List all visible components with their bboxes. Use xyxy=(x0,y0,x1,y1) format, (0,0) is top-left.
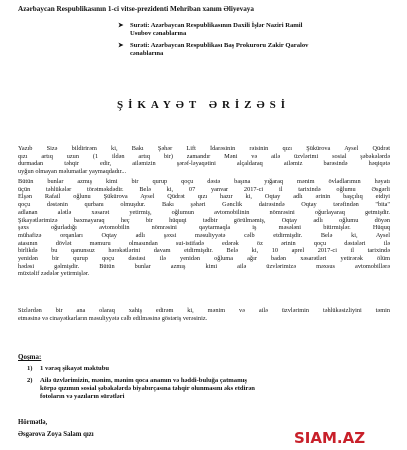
attachment-number: 2) xyxy=(27,377,33,384)
addressee-line: Azərbaycan Respublikasının 1-ci vitse-prezidenti Mehriban xanım Əliyevaya xyxy=(18,5,254,13)
copy-line: Usubov cənablarına xyxy=(130,30,187,38)
text-line: Şikayətlərimizə baxmayaraq heç bir hüquqi tədbir görülməmiş, Oqtay adlı oğlumu döyən xyxy=(18,216,390,224)
text-line: yenidən bir qurup qoçu dəstəsi ilə yenidən oğluma ağır badən xəsarətləri yetirərək ölüm xyxy=(18,255,390,263)
text-line: mühafizə orqanları Oqtay adlı şəxsi məsuliyyətə cəlb etdirmişdir. Belə ki, Aysel xyxy=(18,231,390,239)
text-line: Bütün bunlar azmış kimi bir qurup qoçu dəstə başına yığaraq mənim övladlarımın həyatı xyxy=(18,178,390,185)
attachment-line: Ailə üzvlərimizin, mənim, mənim qoca anamın və həddi-buluğa çatmamış xyxy=(40,377,247,384)
text-line: qoçu dəstənin qurbanı olmuşdur. Bakı şəhəri Gənclik dairəsində Oqtay tərəfindən "bita" xyxy=(18,201,390,209)
text-line: atasının dövlət məmuru olmasından sui-istifadə edərək öz ərinin qoçu dəstələri ilə xyxy=(18,239,390,247)
attachments-title: Qoşma: xyxy=(18,353,42,361)
attachment-number: 1) xyxy=(27,365,33,372)
text-line: üçün təhlükələr törətməkdədir. Belə ki, 07 yanvar 2017-ci il tarixində oğlumu Əsgərli xyxy=(18,185,390,193)
text-line: müxtəlif zədələr yetirmişlər. xyxy=(18,270,90,278)
text-line: Yazıb Sizə bildirirəm ki, Bakı Şəhər Lift İdarəsinin rəisinin qızı Şükürova Aysel Qüdrət xyxy=(18,145,390,152)
paragraph-1 xyxy=(18,145,390,176)
copy-line: Surəti: Azərbaycan Respublikasının Daxili İşlər Naziri Ramil xyxy=(130,22,303,29)
text-line: Sizlərdən bir ana olaraq xahiş edirəm ki, mənim və ailə üzvlərimin təhlükəsizliyini təmin xyxy=(18,307,390,314)
copy-line: Surəti: Azərbaycan Respublikası Baş Prokuroru Zakir Qaralov xyxy=(130,42,309,49)
attachment-line: 1 vərəq şikayət məktubu xyxy=(40,365,110,372)
copy-recipient-2 xyxy=(118,42,390,59)
text-line: durmadan təhqir edir, ailəmizin şərəf-ləyaqətini alçaldaraq ailəmiz barəsində həqiqətə xyxy=(18,160,390,168)
paragraph-2 xyxy=(18,178,390,278)
attachment-line: fotoların və yazıların sürətləri xyxy=(40,393,125,401)
copy-recipient-1 xyxy=(118,22,390,39)
text-line: şəxs oğurladığı avtomobilin nömrəsini qaytarmaqla iş məsələni bitirmişlər. Hüquq xyxy=(18,224,390,232)
text-line: uyğun olmayan məlumatlar yaymaqdadır... xyxy=(18,168,127,176)
closing-regards: Hörmətlə, xyxy=(18,419,48,426)
text-line: hədəsi gəlmişdir. Bütün bunlar azmış kimi ailə üzvlərimizə məxsus avtomobillərə xyxy=(18,262,390,270)
paragraph-3 xyxy=(18,307,390,322)
signature-name: Əsgərova Zoya Salam qızı xyxy=(18,431,94,438)
text-line: birlikdə bu qanunsuz hərəkətlərini davam etdirmişdir. Belə ki, 10 aprel 2017-ci il tarixində xyxy=(18,247,390,255)
attachment-line: körpə qızımın sosial şəbəkələrdə biyabırçasına təhqir olunmasını əks etdirən xyxy=(40,385,255,393)
document-title: ŞİKAYƏT ƏRİZƏSİ xyxy=(116,99,291,111)
text-line: Elşən Rafail oğlunu Şükürova Aysel Qüdrət qızı hazır ki, Oqtay adlı ərinin başçılıq etdiyi xyxy=(18,193,390,201)
text-line: qızı artıq uzun (1 ildən artıq bir) zamandır Məni və ailə üzvlərimi sosial şəbəkələrdə xyxy=(18,152,390,160)
copy-line: cənablarına xyxy=(130,50,164,58)
bullet-arrow-icon: ➤ xyxy=(118,42,124,49)
attachment-item-2 xyxy=(27,377,390,402)
text-line: adlanan alətlə xəsarət yetirmiş, oğlumun avtomobilinin nömrəsini oğurlayaraq getmişdir. xyxy=(18,208,390,216)
watermark-text: SIAM.AZ xyxy=(294,429,366,446)
watermark-logo xyxy=(292,428,400,446)
attachment-item-1 xyxy=(27,365,390,373)
bullet-arrow-icon: ➤ xyxy=(118,22,124,29)
text-line: etməsinə və cinayətkarların məsuliyyətə cəlb edilməsinə göstəriş verəsiniz. xyxy=(18,314,208,322)
